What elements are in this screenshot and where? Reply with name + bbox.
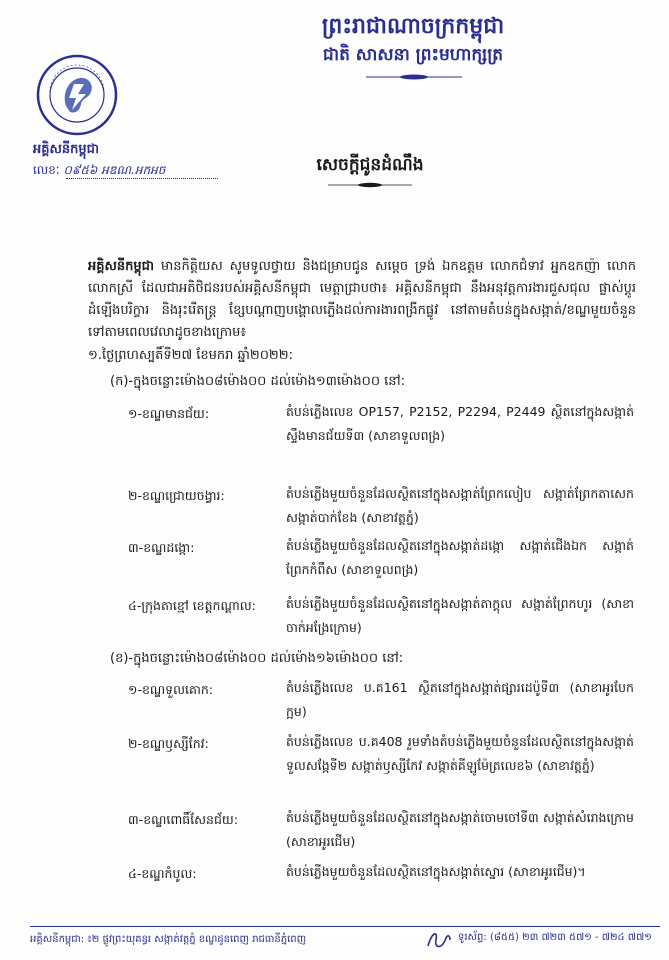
- intro-text: មានកិត្តិយស សូមទូលថ្វាយ និងជម្រាបជូន សម្ដេច ទ្រង់ ឯកឧត្តម លោកជំទាវ អ្នកឧកញ៉ា លោក លោកស្រី ដែលជាអតិថិជនរបស់អគ្គិសនីកម្ពុជា មេត្តាជ្រាបថា៖ អគ្គិសនីកម្ពុជា នឹងអនុវត្តការងារជួសជុល ផ្លាស់ប្ដូរ ដំឡើងបរិក្ខារ និងរុះរើ​តន្ត្រ ខ្សែបណ្ដាញបង្គោលភ្លើងដល់ការងារពង្រីកផ្លូវ នៅតាមតំបន់ក្នុងសង្កាត់/ខណ្ឌមួយចំនួន ទៅតាមពេលវេលាដូចខាងក្រោម៖: [88, 259, 636, 340]
- district-description: តំបន់ភ្លើងលេខ OP157, P2152, P2294, P2449 ស្ថិតនៅក្នុងសង្កាត់ស្ទឹងមានជ័យទី៣ (សាខាទួលពង្រ): [286, 404, 634, 443]
- district-label: ២-ខណ្ឌឫស្សីកែវ:: [128, 736, 209, 751]
- district-description: តំបន់ភ្លើងមួយចំនួនដែលស្ថិតនៅក្នុងសង្កាត់ចោមចៅទី៣ សង្កាត់សំរោងក្រោម (សាខាអូរជើម): [286, 810, 634, 849]
- intro-org-name: អគ្គិសនីកម្ពុជា: [88, 259, 155, 274]
- district-label: ១-ខណ្ឌមានជ័យ:: [128, 406, 210, 421]
- district-label: ១-ខណ្ឌទួលគោក:: [128, 682, 214, 697]
- district-description: តំបន់ភ្លើងមួយចំនួនដែលស្ថិតនៅក្នុងសង្កាត់តាក្ដុល សង្កាត់ព្រែកហូរ (សាខាចាក់អង្រែក្រោម): [286, 596, 634, 635]
- district-description: តំបន់ភ្លើងលេខ ប.គ161 ស្ថិតនៅក្នុងសង្កាត់ផ្សារដេប៉ូទី៣ (សាខាអូរបែកក្អម): [286, 680, 634, 719]
- organization-name: អគ្គិសនីកម្ពុជា: [33, 142, 100, 157]
- reference-prefix: លេខៈ: [33, 163, 60, 177]
- intro-paragraph: [88, 256, 636, 344]
- date-heading: ១.ថ្ងៃព្រហស្បតិ៍ទី២៧ ខែមករា ឆ្នាំ២០២២:: [88, 348, 293, 363]
- district-label: ៣-ខណ្ឌពោធិ៍សែនជ័យ:: [128, 812, 239, 827]
- signature-icon: [424, 926, 454, 954]
- edc-logo-icon: [36, 54, 118, 136]
- district-description: តំបន់ភ្លើងមួយចំនួនដែលស្ថិតនៅក្នុងសង្កាត់ដង្កោ សង្កាត់ជើងឯក សង្កាត់ព្រែកកំពឹស (សាខាទួលពង្រ): [286, 538, 634, 577]
- footer-divider: [30, 926, 660, 927]
- ornament-divider-icon: [364, 74, 464, 80]
- reference-underline: [66, 178, 218, 179]
- ornament-divider-icon: [320, 182, 420, 188]
- district-label: ៤-ខណ្ឌកំបូល:: [128, 866, 197, 881]
- section-heading: (ខ)-ក្នុងចន្លោះម៉ោង០៨ម៉ោង០០ ដល់ម៉ោង១៦ម៉ោង០០ នៅ:: [110, 651, 404, 666]
- district-description: តំបន់ភ្លើងលេខ ប.គ408 រួមទាំងតំបន់ភ្លើងមួយចំនួនដែលស្ថិតនៅក្នុងសង្កាត់ទួលសង្កែទី២ សង្កាត់ឫស្សីកែវ សង្កាត់គីឡូម៉ែត្រលេខ៦ (សាខាវត្តភ្នំ): [286, 734, 634, 773]
- district-description: តំបន់ភ្លើងមួយចំនួនដែលស្ថិតនៅក្នុងសង្កាត់ព្រែកលៀប សង្កាត់ព្រែកតាសេក សង្កាត់បាក់ខែង (សាខាវត្តភ្នំ): [286, 486, 634, 525]
- district-label: ៣-ខណ្ឌដង្កោ:: [128, 540, 195, 555]
- kingdom-title: ព្រះរាជាណាចក្រកម្ពុជា: [321, 14, 505, 39]
- footer-address: អគ្គិសនីកម្ពុជា: ៖២ ផ្លូវព្រះយុគន្ធរ សង្កាត់វត្តភ្នំ ខណ្ឌដូនពេញ រាជធានីភ្នំពេញ: [30, 934, 307, 945]
- reference-value: ០៩៥៦ អឌណ.អកអច: [63, 163, 166, 177]
- district-label: ២-ខណ្ឌជ្រោយចង្វារ:: [128, 488, 225, 503]
- section-heading: (ក)-ក្នុងចន្លោះម៉ោង០៨ម៉ោង០០ ដល់ម៉ោង១៣ម៉ោង០០ នៅ:: [110, 374, 406, 389]
- district-label: ៤-ក្រុងតាខ្មៅ ខេត្តកណ្ដាល:: [128, 598, 256, 613]
- district-description: តំបន់ភ្លើងមួយចំនួនដែលស្ថិតនៅក្នុងសង្កាត់ស្នោរ (សាខាអូរជើម)។: [286, 864, 586, 879]
- footer-phone: ទូរស័ព្ទ: (៨៥៥) ២៣ ៧២៣ ៥៧១ - ៧២៤ ៧៧១: [458, 932, 652, 943]
- document-title: សេចក្ដីជូនដំណឹង: [316, 155, 424, 175]
- national-motto: ជាតិ សាសនា ព្រះមហាក្សត្រ: [322, 45, 504, 65]
